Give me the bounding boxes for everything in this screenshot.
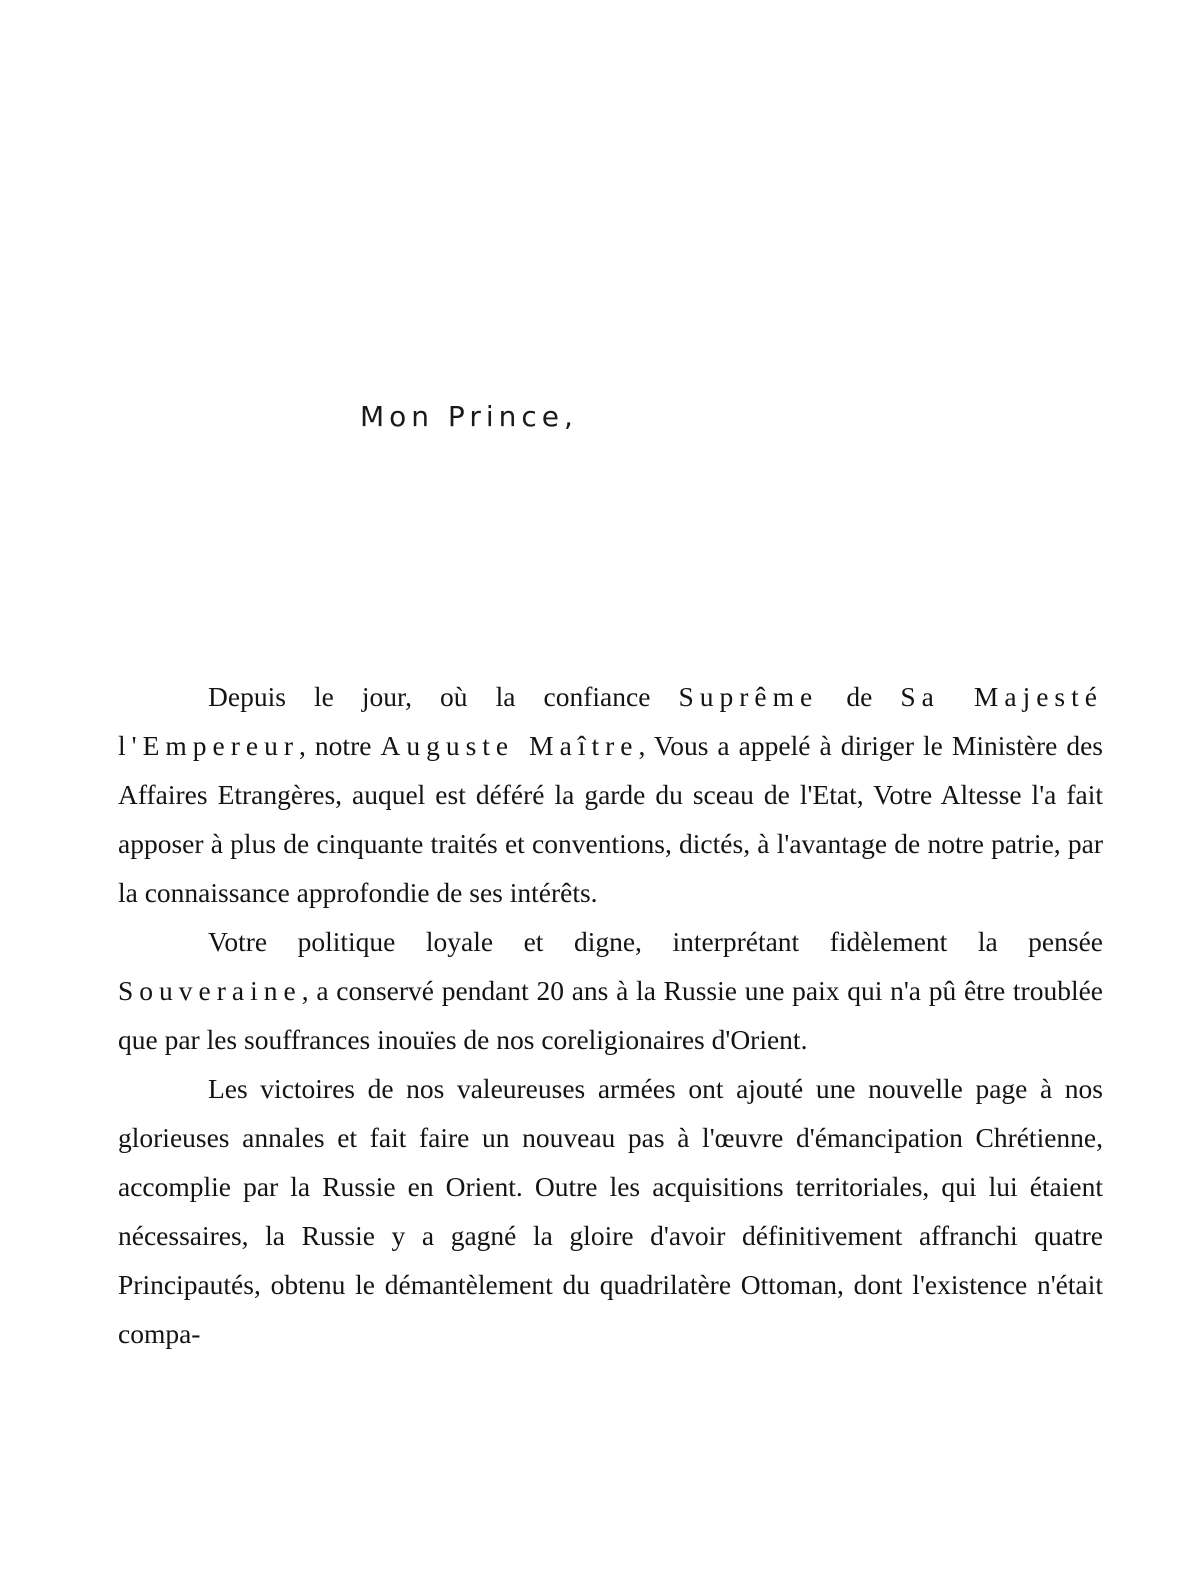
text-segment: Votre politique loyale et digne, interprétant fidèlement la pensée bbox=[208, 926, 1103, 957]
text-segment: Les victoires de nos valeureuses armées ont ajouté une nouvelle page à nos glorieuses annales et fait faire un nouveau pas à l'œuvre d'émancipation Chrétienne, accomplie par la Russie en Orient. Outre les acquisitions territoriales, qui lui étaient nécessaires, la Russie y a gagné la gloire d'avoir définitivement affranchi quatre Principautés, obtenu le démantèlement du quadrilatère Ottoman, dont l'existence n'était compa- bbox=[118, 1073, 1103, 1349]
text-segment: , Vous a appelé à diriger le Ministère des Affaires Etrangères, auquel est déféré la garde du sceau de l'Etat, Votre Altesse l'a fait apposer à plus de cinquante traités et conventions, dictés, à l'avantage de notre patrie, par la connaissance approfondie de ses intérêts. bbox=[118, 730, 1103, 908]
text-segment: Souveraine bbox=[118, 975, 302, 1006]
text-segment: Depuis le jour, où la confiance bbox=[208, 681, 679, 712]
letter-body bbox=[118, 672, 1103, 1358]
text-segment: Sa Majesté bbox=[900, 681, 1103, 712]
text-segment: de bbox=[818, 681, 901, 712]
text-segment: l'Empereur bbox=[118, 730, 300, 761]
paragraph bbox=[118, 672, 1103, 917]
text-segment: , notre bbox=[299, 730, 381, 761]
text-segment: Suprême bbox=[678, 681, 819, 712]
salutation: Mon Prince, bbox=[360, 400, 578, 433]
text-segment: , a conservé pendant 20 ans à la Russie une paix qui n'a pû être troublée que par les souffrances inouïes de nos coreligionaires d'Orient. bbox=[118, 975, 1103, 1055]
paragraph bbox=[118, 917, 1103, 1064]
text-segment: Auguste Maître bbox=[380, 730, 639, 761]
paragraph bbox=[118, 1064, 1103, 1358]
